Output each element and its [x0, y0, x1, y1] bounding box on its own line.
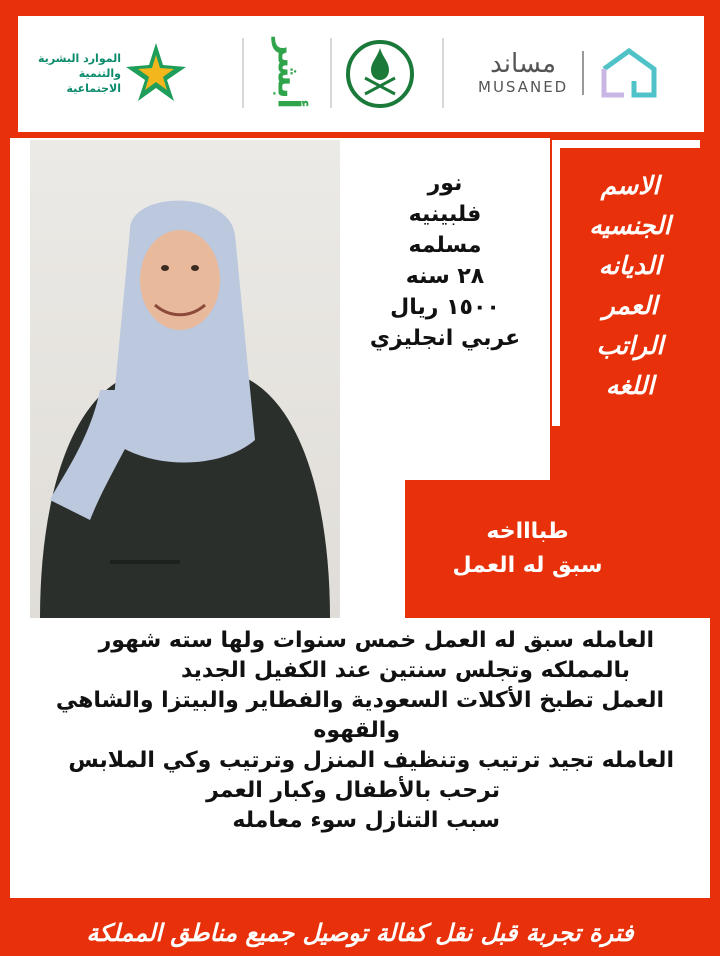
description-line: ترحب بالأطفال وكبار العمر	[206, 778, 500, 803]
value-nationality: فلبينيه	[408, 202, 482, 227]
experience-box	[405, 480, 650, 618]
logo-divider	[442, 38, 444, 108]
label-language: اللغه	[605, 371, 655, 400]
logo-bar	[18, 12, 704, 132]
description-line: العمل تطبخ الأكلات السعودية والفطاير والبيتزا والشاهي	[55, 688, 664, 713]
label-age: العمر	[602, 291, 658, 320]
worker-info-values	[350, 168, 540, 354]
musaned-text-ar: مساند	[490, 49, 557, 79]
logo-divider	[330, 38, 332, 108]
description-panel	[10, 618, 710, 898]
info-labels-box	[552, 140, 700, 426]
description-line: بالمملكه وتجلس سنتين عند الكفيل الجديد	[180, 658, 630, 683]
worker-portrait-icon	[30, 140, 340, 618]
absher-logo	[256, 34, 320, 112]
worker-photo	[30, 140, 340, 618]
value-salary: ١٥٠٠ ريال	[390, 295, 500, 320]
hr-text-line1: الموارد البشرية	[38, 51, 121, 65]
description-text	[10, 626, 700, 836]
saudi-emblem-logo	[340, 34, 420, 112]
hr-ministry-logo	[26, 34, 216, 112]
description-line: والقهوه	[313, 718, 400, 743]
hr-ministry-text	[26, 51, 121, 96]
value-language: عربي انجليزي	[369, 326, 521, 351]
saudi-emblem-icon	[345, 34, 415, 112]
experience-subtitle: سبق له العمل	[452, 553, 603, 578]
musaned-house-icon	[598, 45, 660, 101]
musaned-divider	[582, 51, 584, 95]
description-line: سبب التنازل سوء معامله	[232, 808, 500, 833]
value-name: نور	[427, 171, 463, 196]
description-line: العامله تجيد ترتيب وتنظيف المنزل وترتيب وكي الملابس	[68, 748, 674, 773]
label-nationality: الجنسيه	[589, 211, 671, 240]
experience-title: طباااخه	[486, 519, 569, 544]
musaned-logo	[478, 34, 698, 112]
value-religion: مسلمه	[408, 233, 482, 258]
label-name: الاسم	[600, 171, 660, 200]
absher-logo-icon: أبشر	[270, 37, 306, 109]
side-mark-right	[708, 604, 720, 616]
label-salary: الراتب	[596, 331, 664, 360]
description-line: العامله سبق له العمل خمس سنوات ولها سته شهور	[98, 628, 654, 653]
footer-banner: فترة تجربة قبل نقل كفالة توصيل جميع مناطق المملكة	[86, 919, 634, 947]
value-age: ٢٨ سنه	[405, 264, 485, 289]
hr-text-line2: والتنمية الاجتماعية	[66, 66, 121, 95]
logo-divider	[242, 38, 244, 108]
musaned-text-en: MUSANED	[478, 78, 569, 96]
hr-star-icon	[121, 38, 191, 108]
musaned-text	[478, 50, 568, 96]
label-religion: الديانه	[598, 251, 662, 280]
